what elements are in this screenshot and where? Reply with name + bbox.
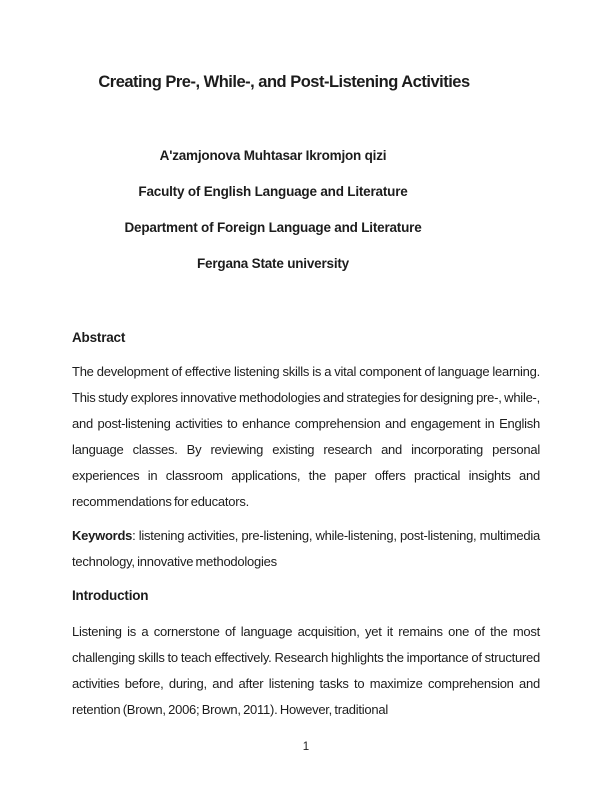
abstract-heading: Abstract [72,330,126,345]
university-line: Fergana State university [196,256,349,271]
faculty-line: Faculty of English Language and Literature [138,184,408,199]
author-name: A'zamjonova Muhtasar Ikromjon qizi [159,148,387,163]
department-line: Department of Foreign Language and Literature [124,220,422,235]
introduction-heading: Introduction [72,588,149,603]
author-block [72,146,474,290]
keywords-paragraph [72,523,540,575]
keywords-label: Keywords [72,528,133,543]
page-number: 1 [302,741,310,753]
introduction-paragraph: Listening is a cornerstone of language acquisition, yet it remains one of the most challenging skills to teach effectively. Research highlights the importance of structured activities before, during, and after listening tasks to maximize comprehension and retention (Brown, 2006; Brown, 2011). However, traditional [72,624,540,717]
document-title: Creating Pre-, While-, and Post-Listening Activities [98,73,470,91]
keywords-text: : listening activities, pre-listening, while-listening, post-listening, multimedia technology, innovative methodologies [72,528,540,569]
abstract-paragraph: The development of effective listening skills is a vital component of language learning. This study explores innovative methodologies and strategies for designing pre-, while-, and post-listening activities to enhance comprehension and engagement in English language classes. By reviewing existing research and incorporating personal experiences in classroom applications, the paper offers practical insights and recommendations for educators. [72,364,540,509]
